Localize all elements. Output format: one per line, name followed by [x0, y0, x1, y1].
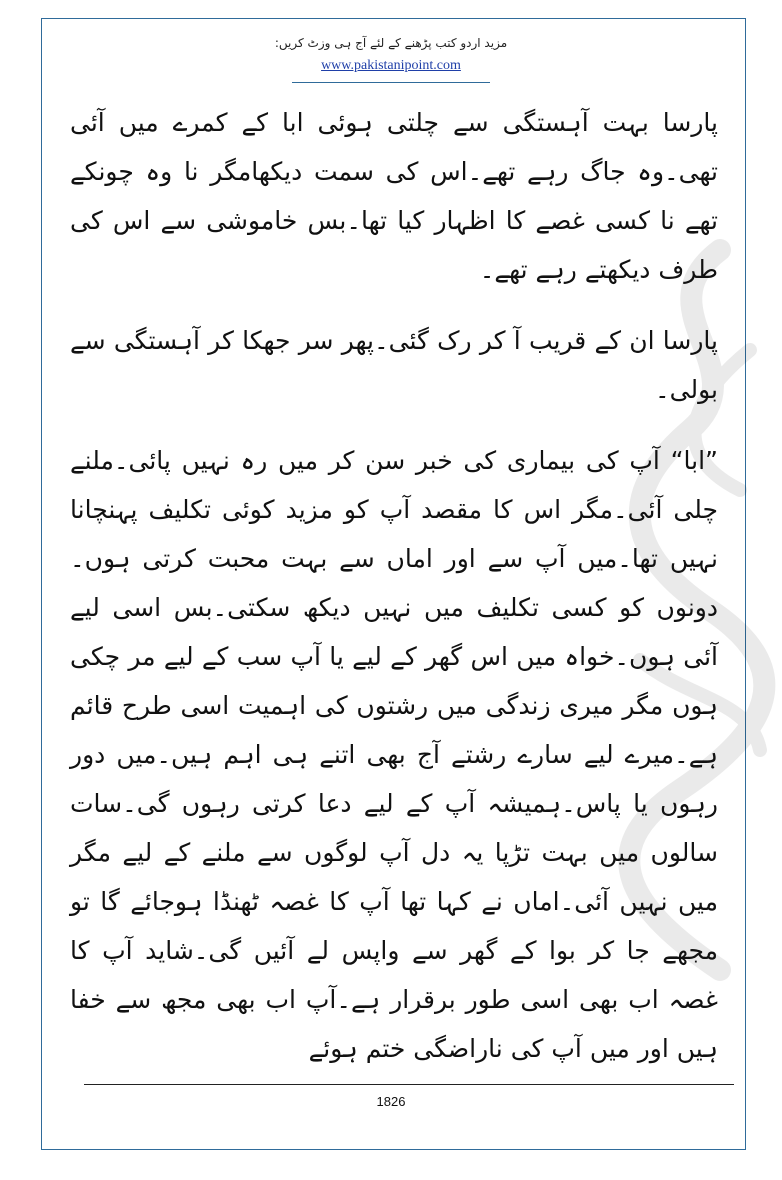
website-link[interactable]: www.pakistanipoint.com	[321, 58, 461, 73]
header-note: مزید اردو کتب پڑھنے کے لئے آج ہی وزٹ کریں:	[274, 36, 508, 50]
page-number: 1826	[376, 1094, 406, 1109]
body-text	[70, 98, 718, 1073]
footer-divider	[84, 1084, 734, 1085]
paragraph: پارسا بہت آہستگی سے چلتی ہوئی ابا کے کمرے میں آئی تھی۔وہ جاگ رہے تھے۔اس کی سمت دیکھامگر نا وہ چونکے تھے نا کسی غصے کا اظہار کیا تھا۔بس خاموشی سے اس کی طرف دیکھتے رہے تھے۔	[70, 108, 718, 284]
paragraph: ”ابا“ آپ کی بیماری کی خبر سن کر میں رہ نہیں پائی۔ملنے چلی آئی۔مگر اس کا مقصد آپ کو مزید کوئی تکلیف پہنچانا نہیں تھا۔میں آپ سے اور اماں سے بہت محبت کرتی ہوں۔دونوں کو کسی تکلیف میں نہیں دیکھ سکتی۔بس اسی لیے آئی ہوں۔خواہ میں اس گھر کے لیے یا آپ سب کے لیے مر چکی ہوں مگر میری زندگی میں رشتوں کی اہمیت اسی طرح قائم ہے۔میرے لیے سارے رشتے آج بھی اتنے ہی اہم ہیں۔میں دور رہوں یا پاس۔ہمیشہ آپ کے لیے دعا کرتی رہوں گی۔سات سالوں میں بہت تڑپا یہ دل آپ لوگوں سے ملنے کے لیے مگر میں نہیں آئی۔اماں نے کہا تھا آپ کا غصہ ٹھنڈا ہوجائے گا تو مجھے جا کر بوا کے گھر سے واپس لے آئیں گی۔شاید آپ کا غصہ اب بھی اسی طور برقرار ہے۔آپ اب بھی مجھ سے خفا ہیں اور میں آپ کی ناراضگی ختم ہوئے	[70, 446, 718, 1063]
header-divider	[292, 82, 490, 83]
paragraph: پارسا ان کے قریب آ کر رک گئی۔پھر سر جھکا کر آہستگی سے بولی۔	[70, 326, 718, 404]
